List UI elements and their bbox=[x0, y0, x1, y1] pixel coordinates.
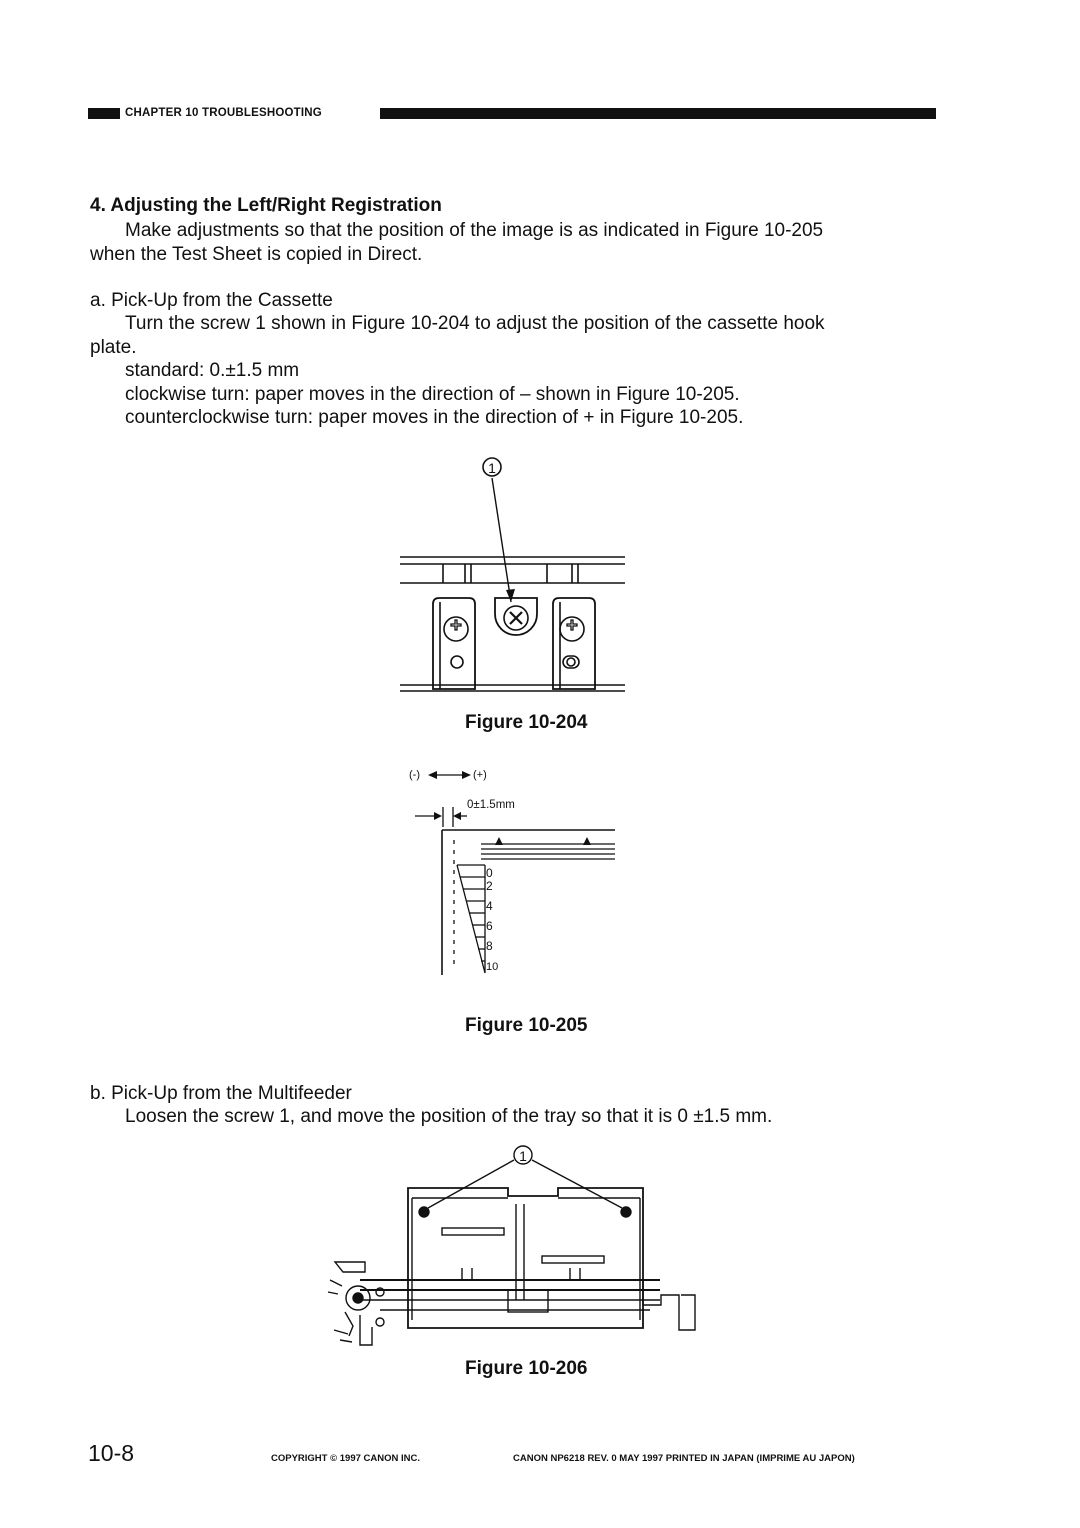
chapter-header: CHAPTER 10 TROUBLESHOOTING bbox=[125, 107, 322, 119]
scale-label-8: 8 bbox=[486, 939, 493, 953]
figure-10-206-drawing bbox=[320, 1140, 705, 1365]
sub-b-heading: b. Pick-Up from the Multifeeder bbox=[90, 1083, 352, 1104]
scale-label-0: 0 bbox=[486, 866, 493, 880]
sub-a-heading: a. Pick-Up from the Cassette bbox=[90, 290, 333, 311]
scale-label-6: 6 bbox=[486, 919, 493, 933]
intro-line-2: when the Test Sheet is copied in Direct. bbox=[90, 244, 423, 265]
clockwise-note: clockwise turn: paper moves in the direction of – shown in Figure 10-205. bbox=[125, 384, 740, 405]
header-bar-right bbox=[380, 108, 936, 119]
intro-line-1: Make adjustments so that the position of the image is as indicated in Figure 10-205 bbox=[125, 220, 824, 241]
copyright-notice: COPYRIGHT © 1997 CANON INC. bbox=[271, 1453, 420, 1464]
figure-10-204-caption: Figure 10-204 bbox=[465, 712, 588, 733]
section-title: 4. Adjusting the Left/Right Registration bbox=[90, 195, 442, 216]
plus-label: (+) bbox=[473, 769, 487, 781]
counterclockwise-note: counterclockwise turn: paper moves in the direction of + in Figure 10-205. bbox=[125, 407, 744, 428]
tolerance-label: 0±1.5mm bbox=[467, 799, 515, 811]
minus-label: (-) bbox=[409, 769, 420, 781]
scale-label-10: 10 bbox=[486, 961, 499, 973]
standard-value: standard: 0.±1.5 mm bbox=[125, 360, 300, 381]
edition-notice: CANON NP6218 REV. 0 MAY 1997 PRINTED IN JAPAN (IMPRIME AU JAPON) bbox=[513, 1453, 855, 1464]
page-number: 10-8 bbox=[88, 1440, 135, 1466]
header-bar-left bbox=[88, 108, 120, 119]
scale-labels bbox=[486, 864, 510, 976]
sub-a-line-2: plate. bbox=[90, 337, 137, 358]
sub-a-line-1: Turn the screw 1 shown in Figure 10-204 to adjust the position of the cassette hook bbox=[125, 313, 825, 334]
figure-10-205-caption: Figure 10-205 bbox=[465, 1015, 588, 1036]
figure-10-205-drawing bbox=[395, 765, 630, 985]
fig204-callout-label: 1 bbox=[488, 460, 496, 476]
scale-label-2: 2 bbox=[486, 879, 493, 893]
fig206-callout-label: 1 bbox=[519, 1148, 527, 1164]
scale-label-4: 4 bbox=[486, 899, 493, 913]
sub-b-line-1: Loosen the screw 1, and move the position of the tray so that it is 0 ±1.5 mm. bbox=[125, 1106, 773, 1127]
figure-10-204-drawing bbox=[395, 452, 630, 697]
figure-10-206-caption: Figure 10-206 bbox=[465, 1358, 588, 1379]
